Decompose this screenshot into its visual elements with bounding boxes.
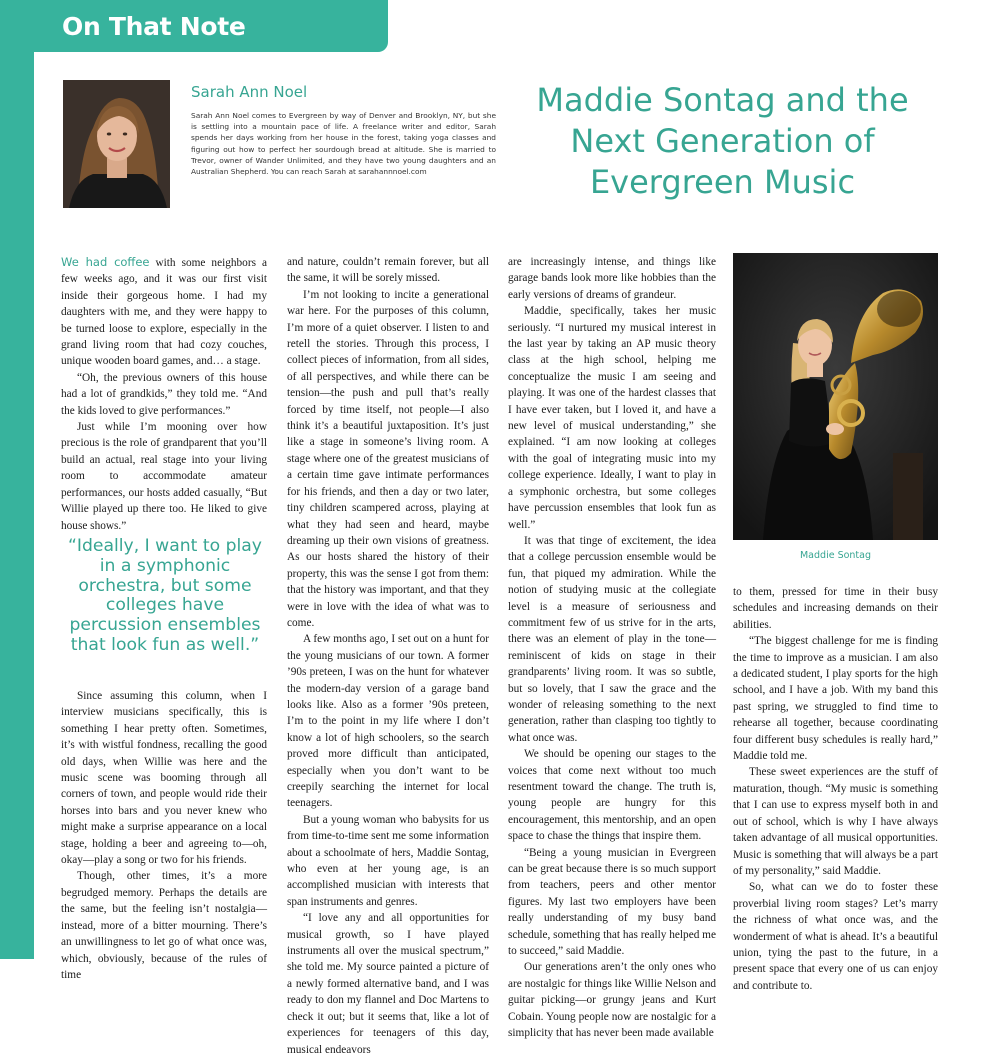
article-paragraph: “Being a young musician in Evergreen can be great because there is so much support from teachers, peers and other mentor figures. My last two employers have been really understanding of my busy band schedule, something that has really helped me to succeed,” said Maddie. — [508, 846, 716, 958]
article-paragraph: and nature, couldn’t remain forever, but all the same, it will be sorely missed. — [287, 256, 489, 285]
article-paragraph: But a young woman who babysits for us from time-to-time sent me some information about a schoolmate of hers, Maddie Sontag, who even at her young age, is an accomplished musician with interests that span instruments and genres. — [287, 813, 489, 908]
article-paragraph: Since assuming this column, when I interview musicians specifically, this is something I hear pretty often. Sometimes, it’s with wistful fondness, recalling the good old days, when Willie was here and the music scene was booming through all corners of town, and people would ride their horses into bars and you never knew who might make a surprise appearance on a local stage, holding a beer and agreeing to—oh, okay—play a song or two for his friends. — [61, 690, 267, 867]
column-label: On That Note — [62, 12, 246, 41]
article-paragraph — [61, 254, 267, 370]
author-name: Sarah Ann Noel — [191, 83, 308, 101]
column-1-top — [61, 254, 267, 534]
article-paragraph: “I love any and all opportunities for musical growth, so I have played instruments all over the musical spectrum,” she told me. My source painted a picture of a newly formed alternative band, and I was ready to don my flannel and Doc Martens to check it out; but it seems that, like a lot of experiences for teenagers of this day, musical endeavors — [287, 912, 489, 1056]
article-paragraph: Just while I’m mooning over how precious is the role of grandparent that you’ll build an actual, real stage into your living room to accommodate amateur performances, our hosts added casually, “But Willie played up there too. He liked to give house shows.” — [61, 421, 267, 532]
article-paragraph: A few months ago, I set out on a hunt for the young musicians of our town. A former ’90s preteen, I was on the hunt for whatever the modern-day version of a garage band looks like. Also as a former ’90s preteen, I’m to the point in my life where I don’t know a lot of high schoolers, so the search proved more difficult than anticipated, especially when you don’t want to be creepily searching the internet for local teenagers. — [287, 633, 489, 810]
first-paragraph-text: with some neighbors a few weeks ago, and it was our first visit inside their gorgeous home. I had my daughters with me, and they were happy to be turned loose to explore, especially in the grand living room that had cozy couches, unique wooden board games, and… a stage. — [61, 257, 267, 368]
pull-quote: “Ideally, I want to play in a symphonic orchestra, but some colleges have percussion ensembles that look fun as well.” — [68, 536, 262, 655]
article-paragraph: Our generations aren’t the only ones who are nostalgic for things like Willie Nelson and guitar picking—or grungy jeans and Kurt Cobain. Young people now are nostalgic for a simplicity that has never been made available — [508, 961, 716, 1040]
column-3 — [508, 254, 716, 1042]
column-1-bottom — [61, 688, 267, 983]
article-paragraph: are increasingly intense, and things like garage bands look more like hobbies than the early versions of dreams of grandeur. — [508, 256, 716, 301]
lead-in: We had coffee — [61, 255, 150, 269]
article-paragraph: So, what can we do to foster these proverbial living room stages? Let’s marry the richness of what once was, and the wonderment of what is ahead. It’s a beautiful union, tying the past to the future, in a present space that every one of us can enjoy and contribute to. — [733, 881, 938, 992]
maddie-with-tuba-image — [733, 253, 938, 540]
article-headline: Maddie Sontag and the Next Generation of Evergreen Music — [536, 81, 909, 201]
photo-caption: Maddie Sontag — [799, 550, 872, 561]
section-bar-side — [0, 0, 34, 959]
feature-photo — [733, 253, 938, 540]
article-paragraph: It was that tinge of excitement, the idea that a college percussion ensemble would be fun, that piqued my admiration. While the notion of studying music at the collegiate level is a measure of seriousness and commitment few of us strive for in the arts, there was an element of play in the tone—reminiscent of kids on stage in their grandparents’ living room. It was so subtle, but so lovely, that I saw the grace and the wonder of releasing something to the next generation, rather than clasping too tightly to what once was. — [508, 534, 716, 744]
author-portrait-image — [63, 80, 170, 208]
column-2 — [287, 254, 489, 1058]
article-paragraph: Though, other times, it’s a more begrudged memory. Perhaps the details are the same, but the feeling isn’t nostalgia—instead, more of a bitter mourning. There’s an unwillingness to let go of what once was, which, obviously, because of the rules of time — [61, 870, 267, 981]
article-paragraph: to them, pressed for time in their busy schedules and increasing demands on their abilities. — [733, 586, 938, 631]
author-bio: Sarah Ann Noel comes to Evergreen by way of Denver and Brooklyn, NY, but she is settling into a mountain pace of life. A freelance writer and editor, Sarah spends her days working from her house in the forest, taking yoga classes and figuring out how to perfect her sourdough bread at altitude. She is married to Trevor, owner of Wander Unlimited, and they have two young daughters and an Australian Shepherd. You can reach Sarah at sarahannnoel.com — [191, 111, 496, 177]
article-paragraph: I’m not looking to incite a generational war here. For the purposes of this column, I’m more of a quiet observer. I listen to and retell the stories. Through this process, I collect pieces of information, from all sides, of all perspectives, and while there can be tension—the push and pull that’s really forced by time itself, not people—I also think it’s a beautiful juxtaposition. It’s just like a stage in someone’s living room. A stage where one of the greatest musicians of a certain time gave intimate performances for his friends, and then a day or two later, tiny children scampered across, playing at what they had seen and heard, maybe dreaming up their own visions of greatness. As our hosts shared the history of their property, this was the sense I got from them: that the history was important, and that they were in love with the idea of what was to come. — [287, 288, 489, 629]
author-photo — [63, 80, 170, 208]
article-paragraph: We should be opening our stages to the voices that come next without too much resentment toward the change. The truth is, young people are hungry for this encouragement, this mentorship, and an open space to chase the things that inspire them. — [508, 748, 716, 843]
article-paragraph: “The biggest challenge for me is finding the time to improve as a musician. I am also a dedicated student, I play sports for the high school, and I have a job. With my band this past spring, we struggled to find time to rehearse all together, because coordinating four different busy schedules is really hard,” Maddie told me. — [733, 635, 938, 763]
article-paragraph: Maddie, specifically, takes her music seriously. “I nurtured my musical interest in the last year by taking an AP music theory class at the high school, helping me conceptualize the music I am seeing and playing. It was one of the hardest classes that I have ever taken, but I loved it, and have a new level of musical understanding,” she explained. “I am now looking at colleges with the goal of integrating music into my college experience. Ideally, I want to play in a symphonic orchestra, but some colleges have percussion ensembles that look fun as well.” — [508, 305, 716, 531]
column-4 — [733, 584, 938, 994]
article-paragraph: These sweet experiences are the stuff of maturation, though. “My music is something that I can use to express myself both in and out of school, which is why I have always taken advantage of all musical opportunities. Music is something that will always be a part of my personality,” said Maddie. — [733, 766, 938, 877]
article-paragraph: “Oh, the previous owners of this house had a lot of grandkids,” they told me. “And the kids loved to give performances.” — [61, 371, 267, 417]
